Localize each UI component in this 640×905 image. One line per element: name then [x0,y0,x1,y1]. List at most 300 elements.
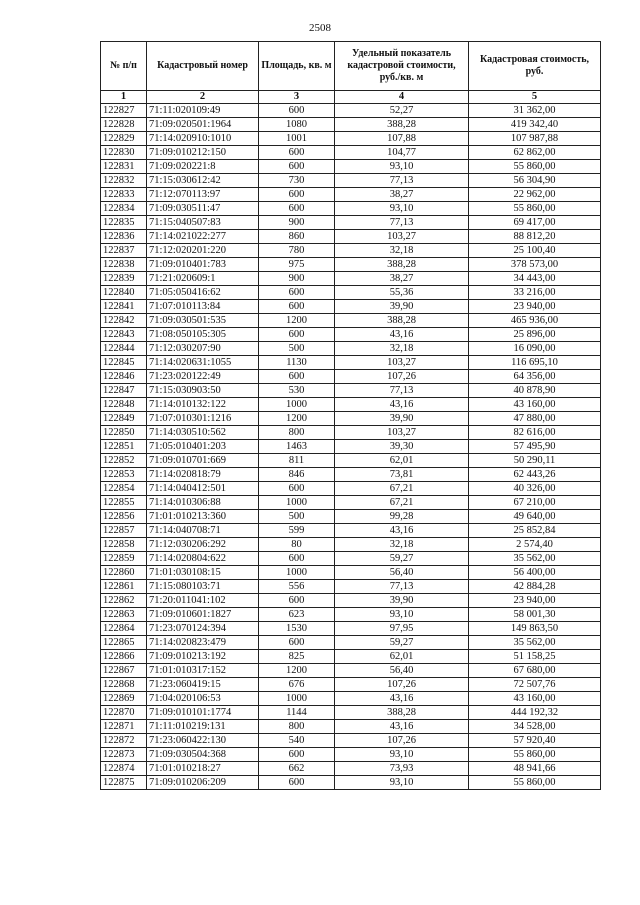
cadastral-number-cell: 71:15:040507:83 [147,216,259,230]
cadastral-value-cell: 56 400,00 [469,566,601,580]
table-row [101,230,601,244]
area-cell: 1463 [259,440,335,454]
unit-rate-cell: 67,21 [335,482,469,496]
table-row [101,706,601,720]
table-row [101,258,601,272]
row-number-cell: 122861 [101,580,147,594]
cadastral-number-cell: 71:14:040708:71 [147,524,259,538]
row-number-cell: 122854 [101,482,147,496]
table-row [101,482,601,496]
cadastral-value-cell: 34 528,00 [469,720,601,734]
table-row [101,776,601,790]
column-number: 2 [147,91,259,104]
cadastral-number-cell: 71:23:020122:49 [147,370,259,384]
unit-rate-cell: 32,18 [335,244,469,258]
cadastral-value-cell: 55 860,00 [469,748,601,762]
area-cell: 623 [259,608,335,622]
area-cell: 600 [259,636,335,650]
cadastral-number-cell: 71:09:010213:192 [147,650,259,664]
area-cell: 600 [259,202,335,216]
unit-rate-cell: 77,13 [335,384,469,398]
table-row [101,160,601,174]
cadastral-value-cell: 25 852,84 [469,524,601,538]
area-cell: 600 [259,286,335,300]
unit-rate-cell: 52,27 [335,104,469,118]
area-cell: 600 [259,482,335,496]
table-row [101,622,601,636]
area-cell: 1000 [259,496,335,510]
area-cell: 1080 [259,118,335,132]
cadastral-value-cell: 149 863,50 [469,622,601,636]
area-cell: 1000 [259,566,335,580]
cadastral-number-cell: 71:23:060422:130 [147,734,259,748]
table-row [101,566,601,580]
table-row [101,328,601,342]
area-cell: 975 [259,258,335,272]
area-cell: 600 [259,300,335,314]
table-row [101,650,601,664]
unit-rate-cell: 56,40 [335,664,469,678]
row-number-cell: 122870 [101,706,147,720]
cadastral-value-cell: 34 443,00 [469,272,601,286]
unit-rate-cell: 103,27 [335,356,469,370]
table-row [101,762,601,776]
cadastral-value-cell: 31 362,00 [469,104,601,118]
row-number-cell: 122856 [101,510,147,524]
unit-rate-cell: 107,26 [335,370,469,384]
table-row [101,524,601,538]
unit-rate-cell: 103,27 [335,426,469,440]
area-cell: 600 [259,146,335,160]
cadastral-value-table [100,41,601,790]
row-number-cell: 122846 [101,370,147,384]
unit-rate-cell: 103,27 [335,230,469,244]
cadastral-number-cell: 71:14:040412:501 [147,482,259,496]
cadastral-value-cell: 35 562,00 [469,636,601,650]
cadastral-number-cell: 71:14:010306:88 [147,496,259,510]
unit-rate-cell: 93,10 [335,160,469,174]
cadastral-number-cell: 71:12:030206:292 [147,538,259,552]
row-number-cell: 122857 [101,524,147,538]
cadastral-value-cell: 40 326,00 [469,482,601,496]
area-cell: 1001 [259,132,335,146]
cadastral-value-cell: 49 640,00 [469,510,601,524]
table-row [101,580,601,594]
row-number-cell: 122842 [101,314,147,328]
table-row [101,370,601,384]
unit-rate-cell: 73,93 [335,762,469,776]
page-number: 2508 [309,22,331,34]
cadastral-value-cell: 62 862,00 [469,146,601,160]
table-row [101,342,601,356]
table-row [101,286,601,300]
table-row [101,216,601,230]
table-row [101,132,601,146]
row-number-cell: 122862 [101,594,147,608]
unit-rate-cell: 43,16 [335,720,469,734]
unit-rate-cell: 77,13 [335,174,469,188]
unit-rate-cell: 388,28 [335,258,469,272]
cadastral-value-cell: 82 616,00 [469,426,601,440]
cadastral-value-cell: 25 896,00 [469,328,601,342]
area-cell: 730 [259,174,335,188]
cadastral-value-cell: 444 192,32 [469,706,601,720]
unit-rate-cell: 39,30 [335,440,469,454]
table-row [101,398,601,412]
row-number-cell: 122852 [101,454,147,468]
row-number-cell: 122838 [101,258,147,272]
area-cell: 600 [259,328,335,342]
header-row-number: № п/п [101,42,147,91]
unit-rate-cell: 107,26 [335,734,469,748]
cadastral-number-cell: 71:08:050105:305 [147,328,259,342]
table-row [101,468,601,482]
row-number-cell: 122869 [101,692,147,706]
cadastral-number-cell: 71:23:070124:394 [147,622,259,636]
table-row [101,272,601,286]
area-cell: 900 [259,272,335,286]
row-number-cell: 122851 [101,440,147,454]
unit-rate-cell: 67,21 [335,496,469,510]
cadastral-value-cell: 64 356,00 [469,370,601,384]
row-number-cell: 122848 [101,398,147,412]
cadastral-number-cell: 71:04:020106:53 [147,692,259,706]
row-number-cell: 122853 [101,468,147,482]
cadastral-number-cell: 71:07:010301:1216 [147,412,259,426]
cadastral-number-cell: 71:09:020221:8 [147,160,259,174]
table-row [101,678,601,692]
cadastral-value-cell: 25 100,40 [469,244,601,258]
area-cell: 662 [259,762,335,776]
area-cell: 600 [259,594,335,608]
unit-rate-cell: 43,16 [335,398,469,412]
cadastral-number-cell: 71:21:020609:1 [147,272,259,286]
row-number-cell: 122863 [101,608,147,622]
area-cell: 556 [259,580,335,594]
cadastral-value-cell: 67 680,00 [469,664,601,678]
cadastral-value-cell: 16 090,00 [469,342,601,356]
unit-rate-cell: 32,18 [335,538,469,552]
cadastral-value-cell: 40 878,90 [469,384,601,398]
row-number-cell: 122868 [101,678,147,692]
table-row [101,174,601,188]
unit-rate-cell: 73,81 [335,468,469,482]
cadastral-number-cell: 71:07:010113:84 [147,300,259,314]
cadastral-number-cell: 71:14:020631:1055 [147,356,259,370]
row-number-cell: 122867 [101,664,147,678]
unit-rate-cell: 77,13 [335,580,469,594]
cadastral-value-cell: 23 940,00 [469,594,601,608]
row-number-cell: 122828 [101,118,147,132]
unit-rate-cell: 59,27 [335,636,469,650]
area-cell: 825 [259,650,335,664]
area-cell: 500 [259,342,335,356]
area-cell: 1144 [259,706,335,720]
row-number-cell: 122832 [101,174,147,188]
area-cell: 600 [259,160,335,174]
row-number-cell: 122873 [101,748,147,762]
area-cell: 500 [259,510,335,524]
area-cell: 1200 [259,664,335,678]
row-number-cell: 122847 [101,384,147,398]
header-cadastral-value: Кадастровая стоимость, руб. [469,42,601,91]
unit-rate-cell: 99,28 [335,510,469,524]
cadastral-value-cell: 35 562,00 [469,552,601,566]
cadastral-value-cell: 47 880,00 [469,412,601,426]
cadastral-value-cell: 57 495,90 [469,440,601,454]
table-row [101,146,601,160]
area-cell: 800 [259,426,335,440]
area-cell: 1130 [259,356,335,370]
cadastral-value-cell: 88 812,20 [469,230,601,244]
cadastral-number-cell: 71:05:010401:203 [147,440,259,454]
row-number-cell: 122874 [101,762,147,776]
cadastral-number-cell: 71:09:030501:535 [147,314,259,328]
column-number: 3 [259,91,335,104]
unit-rate-cell: 38,27 [335,188,469,202]
cadastral-number-cell: 71:01:030108:15 [147,566,259,580]
area-cell: 600 [259,552,335,566]
header-unit-rate: Удельный показатель кадастровой стоимости, руб./кв. м [335,42,469,91]
cadastral-value-cell: 23 940,00 [469,300,601,314]
table-row [101,412,601,426]
cadastral-value-cell: 22 962,00 [469,188,601,202]
row-number-cell: 122835 [101,216,147,230]
area-cell: 599 [259,524,335,538]
row-number-cell: 122840 [101,286,147,300]
unit-rate-cell: 56,40 [335,566,469,580]
cadastral-number-cell: 71:09:010101:1774 [147,706,259,720]
cadastral-number-cell: 71:15:030903:50 [147,384,259,398]
cadastral-value-cell: 72 507,76 [469,678,601,692]
unit-rate-cell: 97,95 [335,622,469,636]
unit-rate-cell: 59,27 [335,552,469,566]
cadastral-number-cell: 71:23:060419:15 [147,678,259,692]
cadastral-value-cell: 58 001,30 [469,608,601,622]
cadastral-value-cell: 48 941,66 [469,762,601,776]
cadastral-number-cell: 71:12:030207:90 [147,342,259,356]
cadastral-value-cell: 62 443,26 [469,468,601,482]
cadastral-value-cell: 419 342,40 [469,118,601,132]
table-row [101,314,601,328]
cadastral-number-cell: 71:14:010132:122 [147,398,259,412]
row-number-cell: 122830 [101,146,147,160]
unit-rate-cell: 388,28 [335,314,469,328]
cadastral-number-cell: 71:09:010601:1827 [147,608,259,622]
table-row [101,510,601,524]
cadastral-number-cell: 71:01:010218:27 [147,762,259,776]
area-cell: 780 [259,244,335,258]
cadastral-number-cell: 71:09:010212:150 [147,146,259,160]
unit-rate-cell: 38,27 [335,272,469,286]
cadastral-value-cell: 51 158,25 [469,650,601,664]
table-row [101,692,601,706]
cadastral-value-cell: 55 860,00 [469,202,601,216]
table-row [101,748,601,762]
table-row [101,188,601,202]
cadastral-number-cell: 71:09:020501:1964 [147,118,259,132]
area-cell: 1000 [259,398,335,412]
table-row [101,244,601,258]
row-number-cell: 122829 [101,132,147,146]
cadastral-number-cell: 71:01:010317:152 [147,664,259,678]
cadastral-number-cell: 71:14:020818:79 [147,468,259,482]
cadastral-value-cell: 69 417,00 [469,216,601,230]
table-row [101,636,601,650]
unit-rate-cell: 43,16 [335,692,469,706]
cadastral-value-cell: 57 920,40 [469,734,601,748]
table-row [101,538,601,552]
area-cell: 600 [259,104,335,118]
cadastral-value-cell: 55 860,00 [469,776,601,790]
table-row [101,104,601,118]
table-row [101,426,601,440]
unit-rate-cell: 388,28 [335,706,469,720]
cadastral-number-cell: 71:01:010213:360 [147,510,259,524]
cadastral-value-cell: 116 695,10 [469,356,601,370]
cadastral-value-cell: 42 884,28 [469,580,601,594]
unit-rate-cell: 107,88 [335,132,469,146]
unit-rate-cell: 107,26 [335,678,469,692]
row-number-cell: 122864 [101,622,147,636]
table-row [101,552,601,566]
unit-rate-cell: 39,90 [335,412,469,426]
unit-rate-cell: 43,16 [335,328,469,342]
area-cell: 811 [259,454,335,468]
unit-rate-cell: 32,18 [335,342,469,356]
cadastral-value-cell: 2 574,40 [469,538,601,552]
cadastral-value-cell: 55 860,00 [469,160,601,174]
table-column-number-row [101,91,601,104]
row-number-cell: 122850 [101,426,147,440]
table-row [101,300,601,314]
cadastral-value-cell: 43 160,00 [469,692,601,706]
cadastral-number-cell: 71:12:070113:97 [147,188,259,202]
cadastral-number-cell: 71:20:011041:102 [147,594,259,608]
unit-rate-cell: 39,90 [335,300,469,314]
cadastral-number-cell: 71:09:030504:368 [147,748,259,762]
area-cell: 600 [259,776,335,790]
area-cell: 676 [259,678,335,692]
row-number-cell: 122860 [101,566,147,580]
table-row [101,608,601,622]
unit-rate-cell: 93,10 [335,748,469,762]
column-number: 1 [101,91,147,104]
cadastral-number-cell: 71:09:030511:47 [147,202,259,216]
row-number-cell: 122866 [101,650,147,664]
area-cell: 900 [259,216,335,230]
cadastral-value-cell: 43 160,00 [469,398,601,412]
row-number-cell: 122859 [101,552,147,566]
table-header-row [101,42,601,91]
row-number-cell: 122843 [101,328,147,342]
header-cadastral-number: Кадастровый номер [147,42,259,91]
row-number-cell: 122858 [101,538,147,552]
table-row [101,734,601,748]
area-cell: 600 [259,748,335,762]
area-cell: 846 [259,468,335,482]
row-number-cell: 122871 [101,720,147,734]
unit-rate-cell: 93,10 [335,776,469,790]
cadastral-number-cell: 71:14:020804:622 [147,552,259,566]
area-cell: 540 [259,734,335,748]
area-cell: 600 [259,188,335,202]
unit-rate-cell: 104,77 [335,146,469,160]
unit-rate-cell: 388,28 [335,118,469,132]
area-cell: 530 [259,384,335,398]
table-row [101,496,601,510]
area-cell: 1000 [259,692,335,706]
cadastral-value-cell: 67 210,00 [469,496,601,510]
column-number: 5 [469,91,601,104]
table-row [101,454,601,468]
table-row [101,594,601,608]
area-cell: 80 [259,538,335,552]
cadastral-number-cell: 71:14:020910:1010 [147,132,259,146]
row-number-cell: 122875 [101,776,147,790]
cadastral-value-cell: 33 216,00 [469,286,601,300]
cadastral-number-cell: 71:09:010206:209 [147,776,259,790]
row-number-cell: 122855 [101,496,147,510]
cadastral-number-cell: 71:14:030510:562 [147,426,259,440]
row-number-cell: 122845 [101,356,147,370]
row-number-cell: 122865 [101,636,147,650]
cadastral-number-cell: 71:14:021022:277 [147,230,259,244]
unit-rate-cell: 43,16 [335,524,469,538]
unit-rate-cell: 62,01 [335,650,469,664]
row-number-cell: 122831 [101,160,147,174]
unit-rate-cell: 93,10 [335,202,469,216]
table-row [101,384,601,398]
row-number-cell: 122844 [101,342,147,356]
cadastral-value-cell: 56 304,90 [469,174,601,188]
cadastral-number-cell: 71:09:010401:783 [147,258,259,272]
unit-rate-cell: 39,90 [335,594,469,608]
table-row [101,356,601,370]
row-number-cell: 122834 [101,202,147,216]
unit-rate-cell: 93,10 [335,608,469,622]
table-body [101,104,601,790]
table-row [101,440,601,454]
area-cell: 800 [259,720,335,734]
unit-rate-cell: 62,01 [335,454,469,468]
cadastral-value-cell: 465 936,00 [469,314,601,328]
area-cell: 1200 [259,314,335,328]
row-number-cell: 122837 [101,244,147,258]
cadastral-number-cell: 71:15:080103:71 [147,580,259,594]
table-row [101,664,601,678]
cadastral-number-cell: 71:11:020109:49 [147,104,259,118]
unit-rate-cell: 77,13 [335,216,469,230]
row-number-cell: 122849 [101,412,147,426]
cadastral-number-cell: 71:12:020201:220 [147,244,259,258]
cadastral-number-cell: 71:14:020823:479 [147,636,259,650]
table-row [101,118,601,132]
area-cell: 600 [259,370,335,384]
row-number-cell: 122833 [101,188,147,202]
row-number-cell: 122839 [101,272,147,286]
row-number-cell: 122836 [101,230,147,244]
unit-rate-cell: 55,36 [335,286,469,300]
cadastral-value-cell: 107 987,88 [469,132,601,146]
cadastral-number-cell: 71:05:050416:62 [147,286,259,300]
cadastral-number-cell: 71:15:030612:42 [147,174,259,188]
header-area: Площадь, кв. м [259,42,335,91]
table-row [101,720,601,734]
row-number-cell: 122872 [101,734,147,748]
row-number-cell: 122841 [101,300,147,314]
area-cell: 1200 [259,412,335,426]
